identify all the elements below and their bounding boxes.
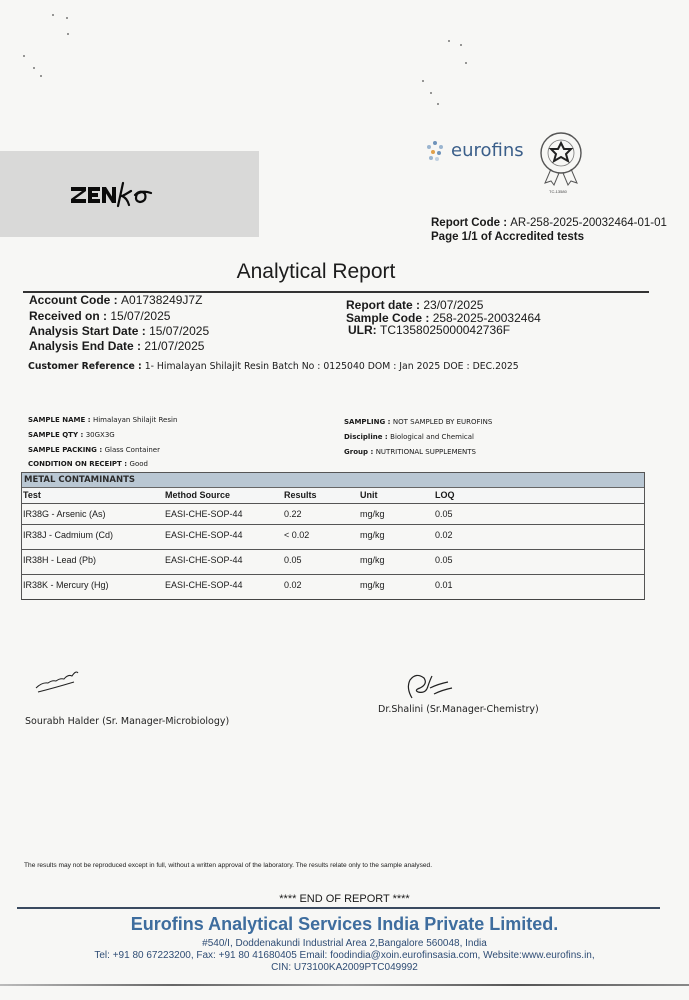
group-value: NUTRITIONAL SUPPLEMENTS	[375, 448, 477, 456]
sampling-value: NOT SAMPLED BY EUROFINS	[392, 418, 493, 426]
cell-result: 0.22	[284, 509, 302, 519]
account-code	[29, 293, 202, 307]
cell-test: IR38J - Cadmium (Cd)	[23, 530, 114, 540]
column-header-method: Method Source	[165, 490, 231, 500]
column-header-unit: Unit	[360, 490, 378, 500]
table-header-row	[22, 488, 644, 504]
condition-on-receipt	[28, 460, 148, 468]
cell-method: EASI-CHE-SOP-44	[165, 555, 243, 565]
cell-unit: mg/kg	[360, 580, 385, 590]
account-code-label: Account Code :	[29, 293, 118, 307]
column-header-loq: LOQ	[435, 490, 455, 500]
analysis-start-value: 15/07/2025	[149, 324, 210, 338]
sample-code-label: Sample Code :	[346, 311, 430, 325]
table-section-title: METAL CONTAMINANTS	[22, 473, 644, 488]
report-code	[431, 217, 667, 229]
signatory-right: Dr.Shalini (Sr.Manager-Chemistry)	[378, 704, 539, 715]
report-date	[346, 298, 483, 312]
client-logo-block	[0, 151, 259, 237]
sample-code-value: 258-2025-20032464	[432, 311, 541, 325]
page-title: Analytical Report	[236, 260, 396, 283]
footer-divider	[17, 907, 660, 909]
analysis-end-value: 21/07/2025	[144, 339, 205, 353]
table-row	[22, 575, 644, 599]
condition-value: Good	[129, 460, 148, 468]
ulr	[348, 323, 510, 337]
customer-reference-label: Customer Reference :	[28, 361, 142, 372]
column-header-test: Test	[23, 490, 41, 500]
sampling	[344, 418, 492, 426]
cell-loq: 0.05	[435, 555, 453, 565]
cell-loq: 0.01	[435, 580, 453, 590]
sample-name-value: Himalayan Shilajit Resin	[92, 416, 178, 424]
report-code-label: Report Code :	[431, 217, 508, 229]
discipline-value: Biological and Chemical	[390, 433, 474, 441]
report-date-value: 23/07/2025	[423, 298, 484, 312]
accreditation-seal-icon	[538, 131, 584, 191]
cell-method: EASI-CHE-SOP-44	[165, 580, 243, 590]
column-header-results: Results	[284, 490, 317, 500]
sourabh-signature	[34, 668, 84, 694]
cell-test: IR38G - Arsenic (As)	[23, 509, 106, 519]
page-bottom-edge	[0, 984, 689, 986]
cell-test: IR38K - Mercury (Hg)	[23, 580, 109, 590]
signatory-left: Sourabh Halder (Sr. Manager-Microbiology)	[25, 716, 230, 727]
sample-qty-value: 30GX3G	[85, 431, 115, 439]
table-row	[22, 550, 644, 575]
company-cin: CIN: U73100KA2009PTC049992	[271, 962, 418, 973]
account-code-value: A01738249J7Z	[121, 293, 203, 307]
cell-test: IR38H - Lead (Pb)	[23, 555, 97, 565]
analysis-start-date	[29, 324, 209, 338]
ulr-label: ULR:	[348, 323, 377, 337]
customer-reference-value: 1- Himalayan Shilajit Resin Batch No : 0125040 DOM : Jan 2025 DOE : DEC.2025	[144, 361, 519, 372]
cell-unit: mg/kg	[360, 509, 385, 519]
group	[344, 448, 476, 456]
sample-name-label: SAMPLE NAME :	[28, 416, 91, 424]
sample-packing	[28, 446, 160, 454]
sample-packing-label: SAMPLE PACKING :	[28, 446, 103, 454]
customer-reference	[28, 361, 519, 372]
end-of-report: **** END OF REPORT ****	[279, 893, 410, 905]
discipline-label: Discipline :	[344, 433, 388, 441]
cell-unit: mg/kg	[360, 530, 385, 540]
client-logo	[71, 181, 171, 215]
disclaimer: The results may not be reproduced except in full, without a written approval of the laboratory. The results relate only to the sample analysed.	[24, 862, 433, 869]
report-date-label: Report date :	[346, 298, 421, 312]
seal-code: TC-13580	[549, 189, 567, 194]
page-info: Page 1/1 of Accredited tests	[431, 231, 584, 243]
eurofins-logo	[427, 140, 524, 161]
analysis-start-label: Analysis Start Date :	[29, 324, 146, 338]
received-on	[29, 309, 170, 323]
condition-label: CONDITION ON RECEIPT :	[28, 460, 128, 468]
cell-loq: 0.02	[435, 530, 453, 540]
analysis-end-date	[29, 339, 204, 353]
ulr-value: TC1358025000042736F	[380, 323, 511, 337]
company-address: #540/I, Doddenakundi Industrial Area 2,Bangalore 560048, India	[202, 938, 487, 949]
cell-result: 0.05	[284, 555, 302, 565]
eurofins-dots-icon	[427, 141, 447, 161]
discipline	[344, 433, 474, 441]
company-name: Eurofins Analytical Services India Private Limited.	[130, 914, 559, 934]
shalini-signature	[398, 668, 454, 702]
cell-method: EASI-CHE-SOP-44	[165, 530, 243, 540]
sample-qty	[28, 431, 115, 439]
cell-method: EASI-CHE-SOP-44	[165, 509, 243, 519]
group-label: Group :	[344, 448, 374, 456]
sample-packing-value: Glass Container	[104, 446, 160, 454]
report-code-value: AR-258-2025-20032464-01-01	[510, 217, 667, 229]
sample-qty-label: SAMPLE QTY :	[28, 431, 84, 439]
cell-result: 0.02	[284, 580, 302, 590]
zenko-logo-mark	[71, 181, 171, 209]
table-row	[22, 525, 644, 550]
cell-unit: mg/kg	[360, 555, 385, 565]
sampling-label: SAMPLING :	[344, 418, 391, 426]
sample-name	[28, 416, 177, 424]
cell-loq: 0.05	[435, 509, 453, 519]
eurofins-wordmark: eurofins	[451, 140, 524, 161]
received-on-value: 15/07/2025	[110, 309, 171, 323]
cell-result: < 0.02	[284, 530, 310, 540]
table-row	[22, 504, 644, 525]
received-on-label: Received on :	[29, 309, 108, 323]
metal-contaminants-table	[21, 472, 645, 600]
analysis-end-label: Analysis End Date :	[29, 339, 142, 353]
company-contact: Tel: +91 80 67223200, Fax: +91 80 41680405 Email: foodindia@xoin.eurofinsasia.com, Website:www.eurofins.in,	[94, 950, 595, 961]
